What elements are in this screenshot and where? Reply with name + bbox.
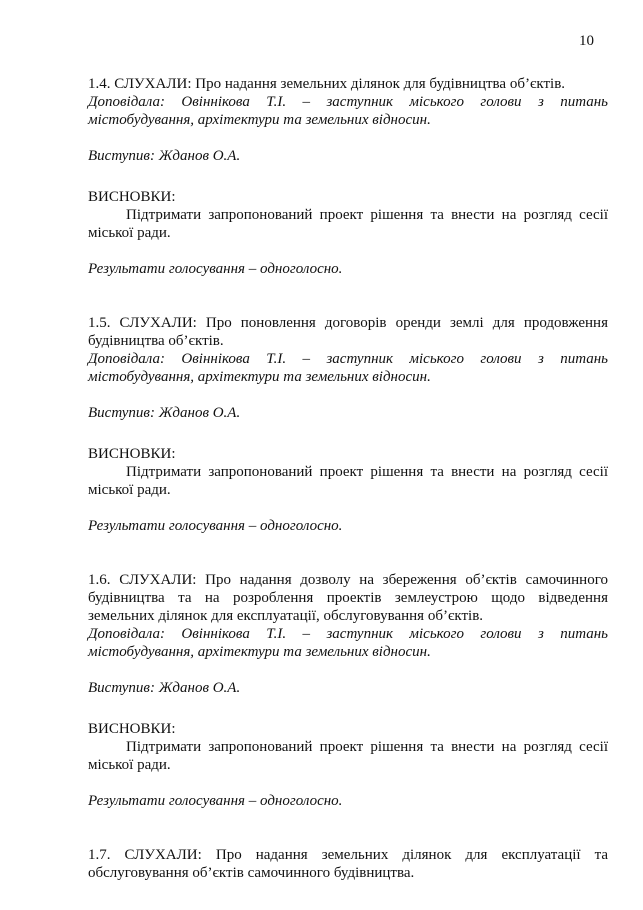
- speaker-line: містобудування, архітектури та земельних відносин.: [88, 369, 431, 385]
- voting-result: Результати голосування – одноголосно.: [88, 261, 343, 277]
- document-content: [88, 75, 608, 882]
- speaker-line: Доповідала: Овіннікова Т.І. – заступник міського голови з питань: [88, 626, 608, 642]
- conclusion-line: Підтримати запропонований проект рішення та внести на розгляд сесії: [126, 739, 608, 755]
- agenda-item-1-7: [88, 846, 608, 882]
- speech-line: Виступив: Жданов О.А.: [88, 680, 241, 696]
- agenda-item-1-6: [88, 571, 608, 810]
- speaker-line: містобудування, архітектури та земельних відносин.: [88, 112, 431, 128]
- conclusions-label: ВИСНОВКИ:: [88, 446, 176, 462]
- page-number: 10: [579, 33, 594, 49]
- item-heading: будівництва об’єктів.: [88, 333, 224, 349]
- speech-line: Виступив: Жданов О.А.: [88, 405, 241, 421]
- item-heading: 1.5. СЛУХАЛИ: Про поновлення договорів оренди землі для продовження: [88, 315, 608, 331]
- speaker-line: містобудування, архітектури та земельних відносин.: [88, 644, 431, 660]
- conclusion-line: Підтримати запропонований проект рішення та внести на розгляд сесії: [126, 464, 608, 480]
- item-heading: будівництва та на розроблення проектів землеустрою щодо відведення: [88, 590, 608, 606]
- conclusion-line: Підтримати запропонований проект рішення та внести на розгляд сесії: [126, 207, 608, 223]
- conclusion-line: міської ради.: [88, 757, 171, 773]
- speaker-line: Доповідала: Овіннікова Т.І. – заступник міського голови з питань: [88, 94, 608, 110]
- item-heading: земельних ділянок для експлуатації, обслуговування об’єктів.: [88, 608, 484, 624]
- conclusion-line: міської ради.: [88, 225, 171, 241]
- item-heading: 1.4. СЛУХАЛИ: Про надання земельних ділянок для будівництва об’єктів.: [88, 76, 566, 92]
- agenda-item-1-4: [88, 75, 608, 278]
- item-heading: 1.6. СЛУХАЛИ: Про надання дозволу на збереження об’єктів самочинного: [88, 572, 608, 588]
- speaker-line: Доповідала: Овіннікова Т.І. – заступник міського голови з питань: [88, 351, 608, 367]
- agenda-item-1-5: [88, 314, 608, 535]
- conclusions-label: ВИСНОВКИ:: [88, 189, 176, 205]
- conclusion-line: міської ради.: [88, 482, 171, 498]
- item-heading: 1.7. СЛУХАЛИ: Про надання земельних ділянок для експлуатації та: [88, 847, 608, 863]
- speech-line: Виступив: Жданов О.А.: [88, 148, 241, 164]
- voting-result: Результати голосування – одноголосно.: [88, 793, 343, 809]
- voting-result: Результати голосування – одноголосно.: [88, 518, 343, 534]
- item-heading: обслуговування об’єктів самочинного будівництва.: [88, 865, 415, 881]
- conclusions-label: ВИСНОВКИ:: [88, 721, 176, 737]
